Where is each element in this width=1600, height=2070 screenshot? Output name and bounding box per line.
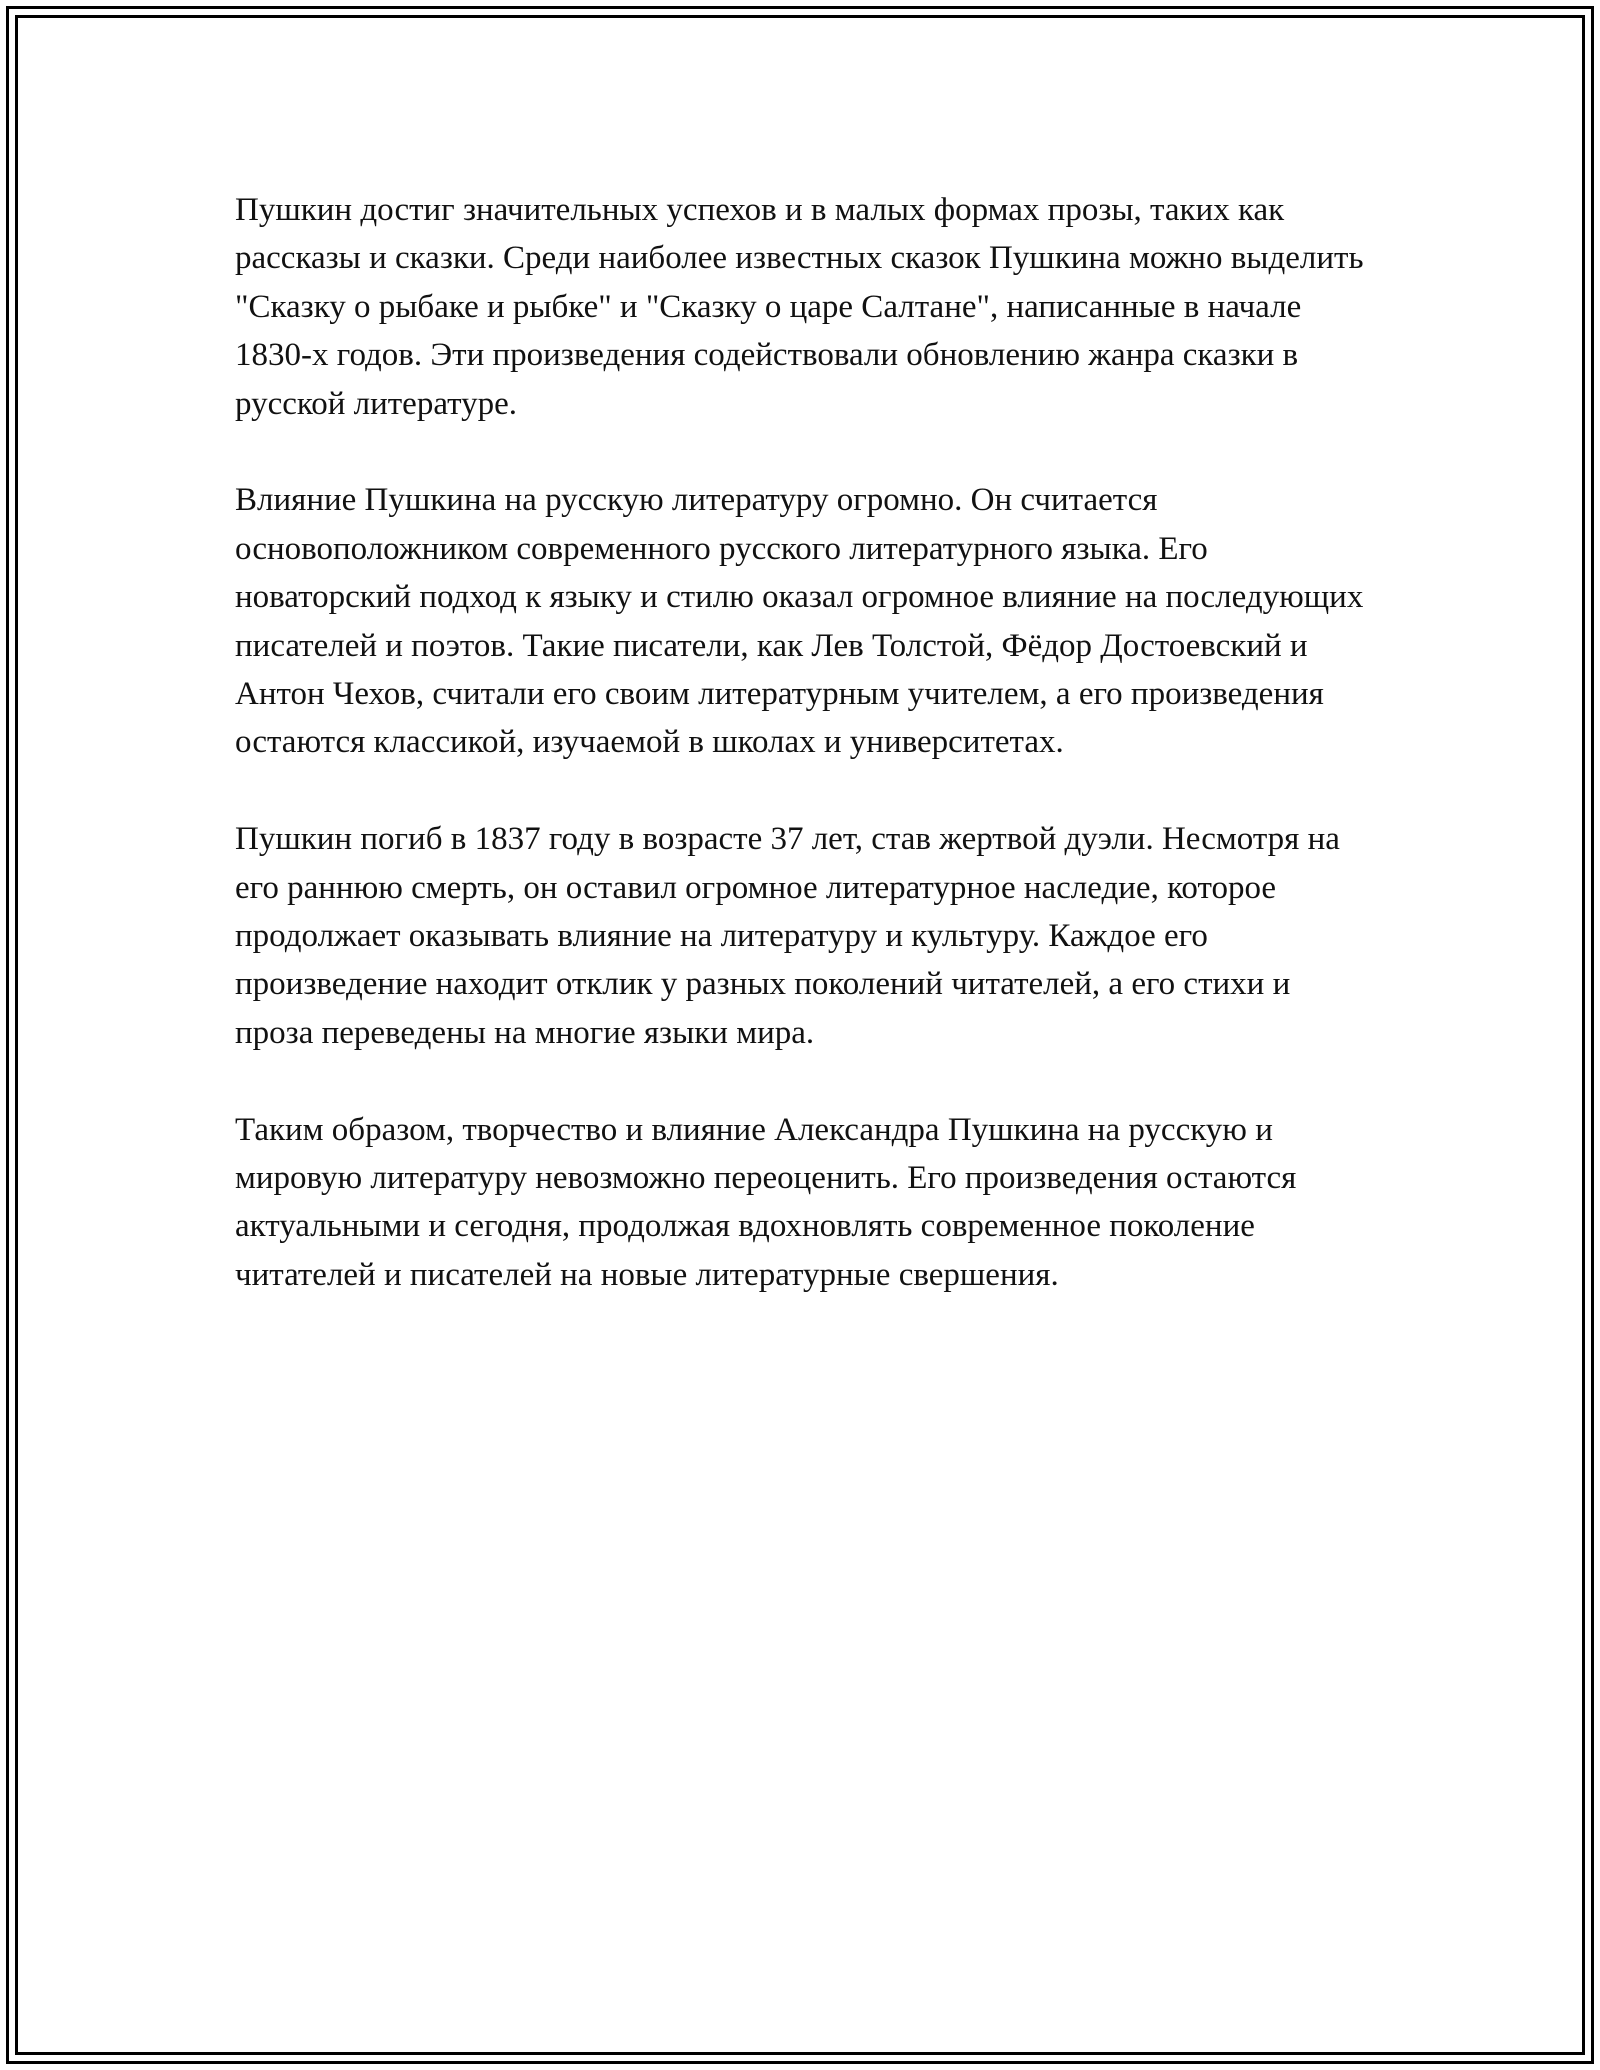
paragraph-conclusion: Таким образом, творчество и влияние Александра Пушкина на русскую и мировую литературу невозможно переоценить. Его произведения остаются актуальными и сегодня, продолжая вдохновлять современное поколение читателей и писателей на новые литературные свершения.: [235, 1111, 1297, 1293]
paragraph-death-legacy: Пушкин погиб в 1837 году в возрасте 37 лет, став жертвой дуэли. Несмотря на его раннюю смерть, он оставил огромное литературное наследие, которое продолжает оказывать влияние на литературу и культуру. Каждое его произведение находит отклик у разных поколений читателей, а его стихи и проза переведены на многие языки мира.: [235, 821, 1340, 1051]
paragraph-influence: Влияние Пушкина на русскую литературу огромно. Он считается основоположником современного русского литературного языка. Его новаторский подход к языку и стилю оказал огромное влияние на последующих писателей и поэтов. Такие писатели, как Лев Толстой, Фёдор Достоевский и Антон Чехов, считали его своим литературным учителем, а его произведения остаются классикой, изучаемой в школах и университетах.: [235, 482, 1364, 761]
paragraph-fairy-tales: Пушкин достиг значительных успехов и в малых формах прозы, таких как рассказы и сказки. Среди наиболее известных сказок Пушкина можно выделить "Сказку о рыбаке и рыбке" и "Сказку о царе Салтане", написанные в начале 1830-х годов. Эти произведения содействовали обновлению жанра сказки в русской литературе.: [235, 192, 1364, 422]
document-body: [235, 186, 1375, 1299]
